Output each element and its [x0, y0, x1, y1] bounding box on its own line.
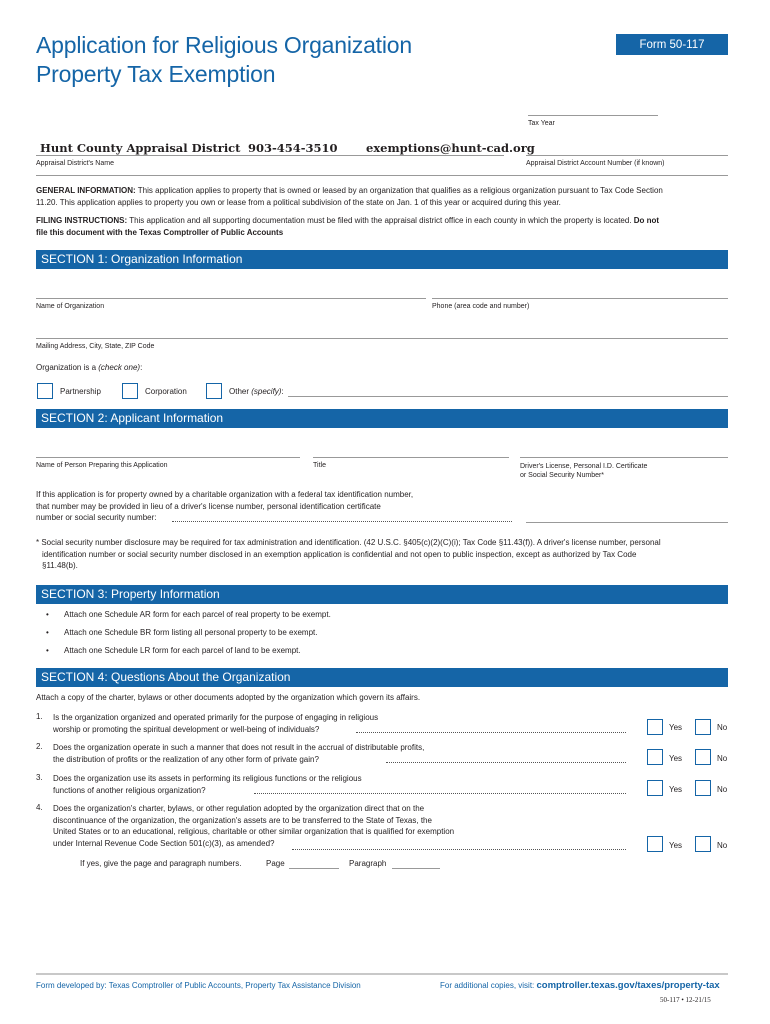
q2-line-1: Does the organization operate in such a manner that does not result in the accrual of distributable profits,	[53, 743, 425, 752]
q2-dots	[386, 762, 626, 763]
ssn-note-line-2: identification number or social security number disclosed in an exemption application is confidential and not open to public inspection, except as authorized by Tax Code	[42, 549, 637, 559]
paragraph-label: Paragraph	[349, 859, 387, 868]
q2-number: 2.	[36, 742, 43, 751]
footer-divider	[36, 973, 728, 975]
title-line-1: Application for Religious Organization	[36, 32, 412, 58]
q1-line-1: Is the organization organized and operated primarily for the purpose of engaging in religious	[53, 713, 379, 722]
form-number-badge: Form 50-117	[616, 34, 728, 55]
q4-ifyes-text: If yes, give the page and paragraph numbers.	[80, 859, 242, 868]
ssn-note-line-3: §11.48(b).	[42, 561, 78, 570]
tax-id-field[interactable]	[526, 522, 728, 523]
q4-line-2: discontinuance of the organization, the organization's assets are to be transferred to the State of Texas, the	[53, 815, 432, 825]
q4-yes-checkbox[interactable]	[647, 836, 663, 852]
mailing-address-label: Mailing Address, City, State, ZIP Code	[36, 343, 155, 350]
q4-text	[53, 803, 454, 849]
charitable-line-2: that number may be provided in lieu of a driver's license number, personal identification certificate	[36, 501, 381, 511]
license-label-line-1: Driver's License, Personal I.D. Certificate	[520, 463, 648, 470]
preparer-title-label: Title	[313, 462, 326, 469]
q1-no-label: No	[717, 723, 728, 732]
tax-year-field[interactable]	[528, 115, 658, 116]
general-text-1: This application applies to property that is owned or leased by an organization that qualifies as a religious organization pursuant to Tax Code Section	[135, 186, 663, 195]
filing-text: This application and all supporting documentation must be filed with the appraisal district office in each county in which the property is located.	[127, 216, 632, 225]
partnership-checkbox[interactable]	[37, 383, 53, 399]
q1-yes-label: Yes	[669, 723, 683, 732]
license-number-field[interactable]	[520, 457, 728, 458]
q1-line-2: worship or promoting the spiritual development or well-being of individuals?	[53, 724, 320, 734]
organization-phone-label: Phone (area code and number)	[432, 303, 530, 310]
footer-developed-by: Form developed by: Texas Comptroller of Public Accounts, Property Tax Assistance Division	[36, 981, 361, 990]
general-text-2: 11.20. This application applies to property you own or lease from a political subdivision of the state on Jan. 1 of this year or acquired during this year.	[36, 197, 561, 207]
section-4-intro: Attach a copy of the charter, bylaws or other documents adopted by the organization which govern its affairs.	[36, 693, 421, 702]
paragraph-number-field[interactable]	[392, 868, 440, 869]
district-email: exemptions@hunt-cad.org	[366, 141, 535, 155]
license-label-line-2: or Social Security Number*	[520, 472, 605, 479]
section-2-header: SECTION 2: Applicant Information	[36, 409, 728, 428]
other-label	[229, 387, 284, 396]
q2-line-2: the distribution of profits or the realization of any other form of private gain?	[53, 754, 319, 764]
preparer-name-field[interactable]	[36, 457, 300, 458]
tax-year-label: Tax Year	[528, 120, 555, 127]
account-number-label: Appraisal District Account Number (if known)	[526, 160, 665, 167]
charitable-line-1: If this application is for property owned by a charitable organization with a federal tax identification number,	[36, 490, 414, 499]
q4-line-4: under Internal Revenue Code Section 501(c)(3), as amended?	[53, 838, 275, 848]
general-heading: GENERAL INFORMATION:	[36, 186, 136, 195]
organization-name-field[interactable]	[36, 298, 426, 299]
organization-phone-field[interactable]	[432, 298, 728, 299]
footer-copies-link[interactable]: comptroller.texas.gov/taxes/property-tax	[536, 980, 720, 991]
district-phone: 903-454-3510	[248, 141, 338, 155]
q3-number: 3.	[36, 773, 43, 782]
q1-number: 1.	[36, 712, 43, 721]
other-suffix: :	[281, 387, 284, 396]
q2-yes-label: Yes	[669, 754, 683, 763]
filing-heading: FILING INSTRUCTIONS:	[36, 216, 128, 225]
page-label: Page	[266, 859, 285, 868]
ssn-note-line-1: * Social security number disclosure may be required for tax administration and identification. (42 U.S.C. §405(c)(2)(C)(i); Tax Code §11.43(f)). A driver's license number, personal	[36, 538, 661, 547]
other-checkbox[interactable]	[206, 383, 222, 399]
filing-bold-1: Do not	[631, 216, 660, 225]
other-italic: (specify)	[251, 387, 282, 396]
page-title	[36, 31, 412, 89]
general-information	[36, 185, 728, 208]
district-name-line	[36, 155, 504, 156]
q1-yes-checkbox[interactable]	[647, 719, 663, 735]
q4-line-3: United States or to an educational, religious, charitable or other similar organization that is qualified for exemption	[53, 827, 455, 836]
q2-text	[53, 742, 424, 765]
q3-yes-checkbox[interactable]	[647, 780, 663, 796]
corporation-label: Corporation	[145, 387, 187, 396]
charitable-text	[36, 489, 516, 524]
prompt-text: Organization is a	[36, 363, 99, 372]
bullet-1: •	[46, 610, 49, 619]
section-3-header: SECTION 3: Property Information	[36, 585, 728, 604]
filing-bold-2: file this document with the Texas Comptroller of Public Accounts	[36, 227, 284, 237]
q4-yes-label: Yes	[669, 841, 683, 850]
footer-copies-prefix: For additional copies, visit:	[440, 981, 537, 990]
partnership-label: Partnership	[60, 387, 101, 396]
q1-text	[53, 712, 378, 735]
q4-no-label: No	[717, 841, 728, 850]
q3-no-checkbox[interactable]	[695, 780, 711, 796]
organization-type-prompt	[36, 363, 142, 372]
q3-line-2: functions of another religious organization?	[53, 785, 206, 795]
footer-copies	[440, 980, 720, 991]
q1-dots	[356, 732, 626, 733]
other-specify-field[interactable]	[288, 396, 728, 397]
ssn-note	[36, 537, 736, 572]
bullet-text-3: Attach one Schedule LR form for each parcel of land to be exempt.	[64, 646, 301, 655]
title-line-2: Property Tax Exemption	[36, 61, 276, 87]
preparer-name-label: Name of Person Preparing this Application	[36, 462, 168, 469]
preparer-title-field[interactable]	[313, 457, 509, 458]
q2-no-label: No	[717, 754, 728, 763]
filing-instructions	[36, 215, 728, 238]
organization-name-label: Name of Organization	[36, 303, 105, 310]
charitable-line-3: number or social security number:	[36, 513, 157, 522]
corporation-checkbox[interactable]	[122, 383, 138, 399]
footer-form-code: 50-117 • 12-21/15	[660, 996, 711, 1004]
mailing-address-field[interactable]	[36, 338, 728, 339]
bullet-3: •	[46, 646, 49, 655]
bullet-text-1: Attach one Schedule AR form for each parcel of real property to be exempt.	[64, 610, 331, 619]
bullet-text-2: Attach one Schedule BR form listing all personal property to be exempt.	[64, 628, 318, 637]
q4-no-checkbox[interactable]	[695, 836, 711, 852]
leader-dots	[172, 521, 512, 522]
q1-no-checkbox[interactable]	[695, 719, 711, 735]
section-1-header: SECTION 1: Organization Information	[36, 250, 728, 269]
district-name-label: Appraisal District's Name	[36, 160, 114, 167]
account-number-field[interactable]	[526, 155, 728, 156]
q3-dots	[254, 793, 626, 794]
license-number-label	[520, 462, 647, 480]
page-number-field[interactable]	[289, 868, 339, 869]
district-name: Hunt County Appraisal District	[40, 141, 241, 155]
prompt-suffix: :	[140, 363, 143, 372]
q2-no-checkbox[interactable]	[695, 749, 711, 765]
q4-number: 4.	[36, 803, 43, 812]
divider	[36, 175, 728, 176]
q3-no-label: No	[717, 785, 728, 794]
section-4-header: SECTION 4: Questions About the Organization	[36, 668, 728, 687]
bullet-2: •	[46, 628, 49, 637]
q4-line-1: Does the organization's charter, bylaws, or other regulation adopted by the organization direct that on the	[53, 804, 425, 813]
prompt-italic: (check one)	[98, 363, 141, 372]
q4-dots	[292, 849, 626, 850]
q3-line-1: Does the organization use its assets in performing its religious functions or the religious	[53, 774, 362, 783]
other-text: Other	[229, 387, 252, 396]
q3-yes-label: Yes	[669, 785, 683, 794]
q2-yes-checkbox[interactable]	[647, 749, 663, 765]
